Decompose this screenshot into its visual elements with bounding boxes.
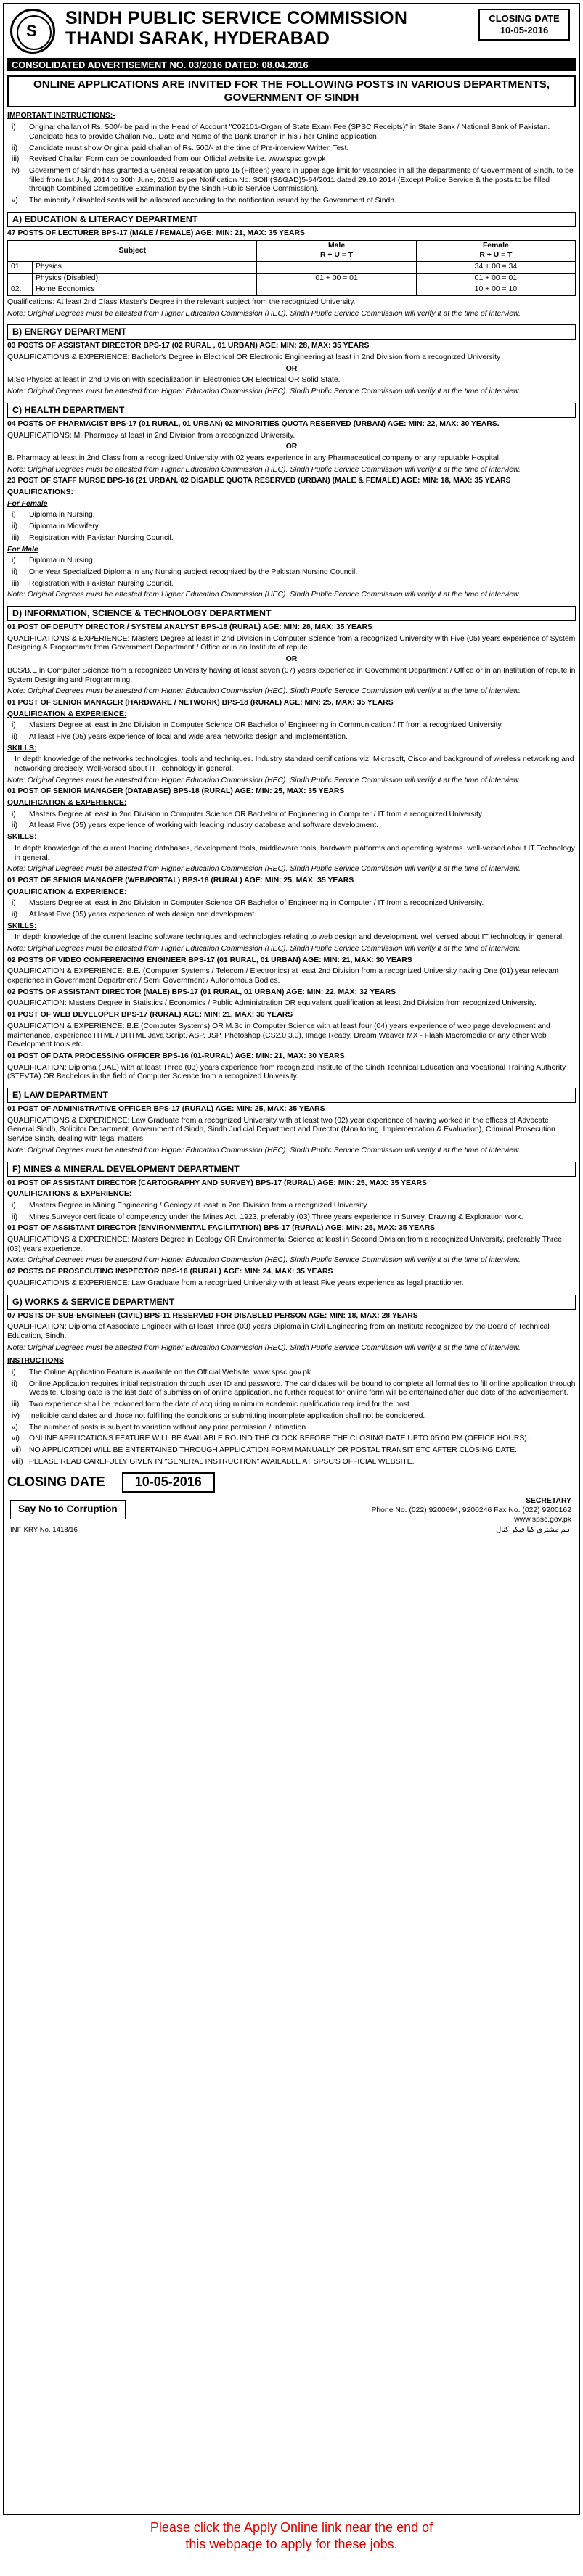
works-note: Note: Original Degrees must be attested from Higher Education Commission (HEC). Sindh Public Service Commission will verify it at the time of interview. xyxy=(7,1343,521,1352)
list-number: ii) xyxy=(12,567,18,576)
th-male-label: Male xyxy=(328,242,346,250)
cell-subject: Home Economics xyxy=(33,284,257,296)
energy-qualification: QUALIFICATIONS & EXPERIENCE: Bachelor's Degree in Electrical OR Electronic Engineering at least in 2nd Division from a recognized University xyxy=(7,353,501,362)
list-item xyxy=(7,522,576,532)
list-text: Diploma in Midwifery. xyxy=(29,522,100,531)
org-name-line1: SINDH PUBLIC SERVICE COMMISSION xyxy=(65,8,408,28)
cell-subject: Physics xyxy=(33,261,257,273)
spsc-logo-icon xyxy=(10,9,55,54)
cell-male xyxy=(257,284,416,296)
instruction-item xyxy=(7,144,576,154)
administrative-officer-qualification: QUALIFICATIONS & EXPERIENCE: Law Graduate from a recognized University with at least two (02) year experience of having worked in the offices of Advocate General Sindh, Solicitor Department, Government of Sindh, Sindh Judicial Department and Director (Monitoring, Implementation & Evaluation), Criminal Prosecution Service Sindh, dealing with legal matters. xyxy=(7,1116,555,1144)
list-number: iv) xyxy=(12,1411,20,1420)
video-qualification: QUALIFICATION & EXPERIENCE: B.E. (Computer Systems / Telecom / Electronics) at least 2nd Division from a recognized University having One (01) year relevant experience in Government Department / Semi Government / Autonomous Bodies. xyxy=(7,967,559,985)
org-name-line2: THANDI SARAK, HYDERABAD xyxy=(65,28,330,49)
list-item xyxy=(7,733,576,742)
table-row xyxy=(8,284,576,296)
database-skills: In depth knowledge of the current leading databases, development tools, middleware tools, hardware platforms and operating systems. well-versed about IT Technology in general. xyxy=(15,844,575,862)
sub-engineer-qualification: QUALIFICATION: Diploma of Associate Engineer with at least Three (03) years Diploma in Civil Engineering from an Institute recognized by the Board of Technical Education, Sindh. xyxy=(7,1323,550,1341)
closing-date-box xyxy=(478,9,570,41)
nurse-male-list xyxy=(7,557,576,588)
list-text: Masters Degree in Mining Engineering / Geology at least in 2nd Division from a recognized University. xyxy=(29,1202,369,1210)
post-deputy-director: 01 POST OF DEPUTY DIRECTOR / SYSTEM ANALYST BPS-18 (RURAL) AGE: MIN: 28, MAX: 35 YEARS xyxy=(7,623,372,632)
cartography-qe-label: QUALIFICATIONS & EXPERIENCE: xyxy=(7,1190,132,1199)
instruction-item xyxy=(7,123,576,141)
list-text: At least Five (05) years experience of working with leading industry database and software development. xyxy=(29,821,379,830)
list-item xyxy=(7,811,576,820)
list-item xyxy=(7,568,576,578)
post-administrative-officer: 01 POST OF ADMINISTRATIVE OFFICER BPS-17 (RURAL) AGE: MIN: 25, MAX: 35 YEARS xyxy=(7,1105,325,1114)
list-number: i) xyxy=(12,721,16,730)
cell-number: 02. xyxy=(8,284,33,296)
lecturer-note: Note: Original Degrees must be attested from Higher Education Commission (HEC). Sindh Public Service Commission will verify it at the time of interview. xyxy=(7,309,521,318)
instructions2-list xyxy=(7,1369,576,1467)
hardware-skills: In depth knowledge of the networks technologies, tools and techniques. Industry standard certifications viz, Microsoft, Cisco and background of wireless networking and networking precisely. Well-versed about IT Technology in general. xyxy=(15,755,574,774)
hardware-list xyxy=(7,721,576,742)
logo-letter: S xyxy=(26,22,37,40)
list-number: i) xyxy=(12,1202,16,1210)
list-item xyxy=(7,911,576,920)
website: www.spsc.gov.pk xyxy=(514,1515,571,1524)
post-assistant-director-cartography: 01 POST OF ASSISTANT DIRECTOR (CARTOGRAPHY AND SURVEY) BPS-17 (RURAL) AGE: MIN: 25, MAX: 35 YEARS xyxy=(7,1178,427,1187)
header xyxy=(7,4,576,58)
hardware-qe-label: QUALIFICATION & EXPERIENCE: xyxy=(7,710,127,718)
data-processing-qualification: QUALIFICATION: Diploma (DAE) with at least Three (03) years experience from recognized Institute of the Sindh Technical Education and Vocational Training Authority (STEVTA) OR Bachelors in the field of Computer Science from a recognized University. xyxy=(7,1063,566,1081)
web-skills-label: SKILLS: xyxy=(7,922,37,930)
instruction-item xyxy=(7,167,576,194)
deputy-director-qualification: QUALIFICATIONS & EXPERIENCE: Masters Degree at least in 2nd Division in Computer Science from a recognized University with Five (05) years experience of System Designing & Programmer from Government Department / Office or in an Institute of repute. xyxy=(7,634,576,652)
list-text: Two experience shall be reckoned form the date of acquiring minimum academic qualification required for the post. xyxy=(29,1400,412,1409)
cartography-list xyxy=(7,1202,576,1222)
instructions2-heading: INSTRUCTIONS xyxy=(7,1357,64,1366)
list-item xyxy=(7,721,576,731)
post-staff-nurse: 23 POST OF STAFF NURSE BPS-16 (21 URBAN, 02 DISABLE QUOTA RESERVED (URBAN) (MALE & FEMALE) AGE: MIN: 18, MAX: 35 YEARS xyxy=(7,477,511,485)
apply-online-note xyxy=(0,2519,583,2554)
list-text: Government of Sindh has granted a General relaxation upto 15 (Fifteen) years in upper age limit for vacancies in all the departments of Government of Sindh, to be filled from 1st July, 2014 to 30th June, 2016 as per Notification No. SOII (S&GAD)5-64/2011 dated 29.10.2014 (Except Police Service & the posts to be filled through Combined Competitive Examination by the Sindh Public Service Commission). xyxy=(29,166,574,194)
instruction-item xyxy=(7,1380,576,1398)
list-text: Original challan of Rs. 500/- be paid in the Head of Account "C02101-Organ of State Exam Fee (SPSC Receipts)" in State Bank / National Bank of Pakistan. Candidate has to provide Challan No., Date and Name of the Bank Branch in his / her Online application. xyxy=(29,123,550,141)
post-assistant-director-environment: 01 POST OF ASSISTANT DIRECTOR (ENVIRONMENTAL FACILITATION) BPS-17 (RURAL) AGE: MIN: 25, MAX: 35 YEARS xyxy=(7,1224,436,1233)
post-senior-manager-hardware: 01 POST OF SENIOR MANAGER (HARDWARE / NETWORK) BPS-18 (RURAL) AGE: MIN: 25, MAX: 35 YEARS xyxy=(7,698,394,707)
list-number: ii) xyxy=(12,522,18,531)
cell-number xyxy=(8,273,33,284)
list-number: ii) xyxy=(12,1379,18,1388)
closing-date-label-bottom: CLOSING DATE xyxy=(7,1474,105,1490)
post-sub-engineer: 07 POSTS OF SUB-ENGINEER (CIVIL) BPS-11 RESERVED FOR DISABLED PERSON AGE: MIN: 18, MAX: 28 YEARS xyxy=(7,1311,418,1320)
list-number: i) xyxy=(12,899,16,908)
deputy-director-or: OR xyxy=(285,655,298,664)
secretary-block xyxy=(371,1497,571,1525)
lecturer-qualification: Qualifications: At least 2nd Class Master's Degree in the relevant subject from the recognized University. xyxy=(7,298,356,306)
list-text: NO APPLICATION WILL BE ENTERTAINED THROUGH APPLICATION FORM MANUALLY OR POSTAL TRANSIT ETC AFTER CLOSING DATE. xyxy=(29,1445,518,1454)
list-text: Diploma in Nursing. xyxy=(29,557,95,565)
list-text: The minority / disabled seats will be allocated according to the notification issued by the Government of Sindh. xyxy=(29,196,396,205)
list-item xyxy=(7,580,576,589)
list-number: i) xyxy=(12,810,16,819)
list-number: ii) xyxy=(12,910,18,919)
pharmacist-or: OR xyxy=(285,443,298,451)
section-law: E) LAW DEPARTMENT xyxy=(7,1088,576,1103)
closing-date-label: CLOSING DATE xyxy=(489,13,560,24)
pharmacist-bpharm: B. Pharmacy at least in 2nd Class from a recognized University with 02 years experience in any Pharmaceutical company or any reputable Hospital. xyxy=(7,454,501,463)
cell-female: 01 + 00 = 01 xyxy=(416,273,575,284)
list-text: PLEASE READ CAREFULLY GIVEN IN "GENERAL INSTRUCTION" AVAILABLE AT SPSC'S OFFICIAL WEBSITE. xyxy=(29,1457,415,1466)
list-text: At least Five (05) years experience of local and wide area networks design and implementation. xyxy=(29,732,348,741)
list-text: Online Application requires initial registration through user ID and password. The candidates will be bound to complete all formalities to fill online application through Website. Closing date is the last date of submission of online application, no further request for online form will be entertained after due date of the advertisement. xyxy=(29,1379,576,1398)
th-female-label: Female xyxy=(482,242,509,250)
list-item xyxy=(7,821,576,831)
list-text: ONLINE APPLICATIONS FEATURE WILL BE AVAILABLE ROUND THE CLOCK BEFORE THE CLOSING DATE UPTO 05:00 PM (OFFICE HOURS). xyxy=(29,1435,529,1443)
pharmacist-note: Note: Original Degrees must be attested from Higher Education Commission (HEC). Sindh Public Service Commission will verify it at the time of interview. xyxy=(7,465,521,474)
section-health: C) HEALTH DEPARTMENT xyxy=(7,403,576,418)
instruction-item xyxy=(7,1400,576,1410)
urdu-text: ہم مشتری کیا فیکر کنال xyxy=(495,1526,570,1535)
environment-qualification: QUALIFICATIONS & EXPERIENCE: Masters Degree in Ecology OR Environmental Science at least in Second Division from a recognized University, preferably Three (03) years experience. xyxy=(7,1236,563,1253)
list-text: Masters Degree at least in 2nd Division in Computer Science OR Bachelor of Engineering in Computer / IT from a recognized University. xyxy=(29,899,484,908)
cell-female: 10 + 00 = 10 xyxy=(416,284,575,296)
post-pharmacist: 04 POSTS OF PHARMACIST BPS-17 (01 RURAL, 01 URBAN) 02 MINORITIES QUOTA RESERVED (URBAN) AGE: MIN: 22, MAX: 30 YEARS. xyxy=(7,419,500,428)
post-lecturer: 47 POSTS OF LECTURER BPS-17 (MALE / FEMALE) AGE: MIN: 21, MAX: 35 YEARS xyxy=(7,229,305,237)
prosecuting-inspector-qualification: QUALIFICATIONS & EXPERIENCE: Law Graduate from a recognized University with at least Five years experience as legal practitioner. xyxy=(7,1279,464,1287)
nurse-qualifications-label: QUALIFICATIONS: xyxy=(7,488,74,497)
table-row xyxy=(8,261,576,273)
list-number: i) xyxy=(12,511,16,520)
nurse-female-list xyxy=(7,511,576,543)
post-senior-manager-web: 01 POST OF SENIOR MANAGER (WEB/PORTAL) BPS-18 (RURAL) AGE: MIN: 25, MAX: 35 YEARS xyxy=(7,876,354,885)
cell-number: 01. xyxy=(8,261,33,273)
online-heading: ONLINE APPLICATIONS ARE INVITED FOR THE FOLLOWING POSTS IN VARIOUS DEPARTMENTS, GOVERNMENT OF SINDH xyxy=(7,75,576,107)
list-number: i) xyxy=(12,123,16,132)
th-female xyxy=(416,241,575,261)
web-skills: In depth knowledge of the current leading software techniques and technologies relating to web design and development. well versed about IT technology in general. xyxy=(15,933,565,942)
instruction-item xyxy=(7,1424,576,1433)
th-subject: Subject xyxy=(8,241,257,261)
list-item xyxy=(7,534,576,543)
section-works: G) WORKS & SERVICE DEPARTMENT xyxy=(7,1295,576,1310)
th-male-formula: R + U = T xyxy=(320,251,354,260)
inf-number: INF-KRY No. 1418/16 xyxy=(10,1526,78,1535)
web-developer-qualification: QUALIFICATION & EXPERIENCE: B.E (Computer Systems) OR M.Sc in Computer Science with at least four (04) years experience of web page development and maintenance, experience HTML / DHTML Java Script, ASP, JSP, Photoshop (CS2.0 3.0), Image Ready, Dream Weaver MX - Flash Macromedia or any other Web Development tools etc. xyxy=(7,1022,550,1049)
deputy-director-note: Note: Original Degrees must be attested from Higher Education Commission (HEC). Sindh Public Service Commission will verify it at the time of interview. xyxy=(7,687,521,696)
footer xyxy=(7,1497,576,1538)
apply-note-line2: this webpage to apply for these jobs. xyxy=(185,2537,398,2552)
table-row xyxy=(8,273,576,284)
list-number: vii) xyxy=(12,1445,22,1454)
list-text: The Online Application Feature is available on the Official Website: www.spsc.gov.pk xyxy=(29,1369,311,1377)
list-text: Mines Surveyor certificate of competency under the Mines Act, 1923, preferably (03) Three years experience in Survey, Drawing & Exploration work. xyxy=(29,1213,523,1221)
database-note: Note: Original Degrees must be attested from Higher Education Commission (HEC). Sindh Public Service Commission will verify it at the time of interview. xyxy=(7,865,521,874)
cell-subject: Physics (Disabled) xyxy=(33,273,257,284)
list-number: viii) xyxy=(12,1457,23,1466)
database-list xyxy=(7,811,576,831)
database-skills-label: SKILLS: xyxy=(7,833,37,842)
lecturer-table xyxy=(7,240,576,295)
post-data-processing-officer: 01 POST OF DATA PROCESSING OFFICER BPS-16 (01-RURAL) AGE: MIN: 21, MAX: 30 YEARS xyxy=(7,1051,345,1060)
database-qe-label: QUALIFICATION & EXPERIENCE: xyxy=(7,799,127,808)
energy-note: Note: Original Degrees must be attested from Higher Education Commission (HEC). Sindh Public Service Commission will verify it at the time of interview. xyxy=(7,387,521,396)
phone-fax: Phone No. (022) 9200694, 9200246 Fax No. (022) 9200162 xyxy=(371,1506,571,1514)
list-number: ii) xyxy=(12,144,18,152)
section-education: A) EDUCATION & LITERACY DEPARTMENT xyxy=(7,212,576,227)
post-assistant-director-energy: 03 POSTS OF ASSISTANT DIRECTOR BPS-17 (02 RURAL , 01 URBAN) AGE: MIN: 28, MAX: 35 YEARS xyxy=(7,342,370,350)
list-number: iii) xyxy=(12,533,20,542)
list-text: At least Five (05) years experience of web design and development. xyxy=(29,910,257,919)
list-number: ii) xyxy=(12,821,18,830)
nurse-female-label: For Female xyxy=(7,499,48,508)
secretary-title: SECRETARY xyxy=(526,1497,571,1506)
list-text: Registration with Pakistan Nursing Council. xyxy=(29,579,174,588)
list-text: Revised Challan Form can be downloaded from our Official website i.e. www.spsc.gov.pk xyxy=(29,155,326,164)
assistant-director-ist-qualification: QUALIFICATION: Masters Degree in Statistics / Economics / Public Administration OR equivalent qualification at least 2nd Division from recognized University. xyxy=(7,999,537,1008)
list-number: v) xyxy=(12,196,18,205)
post-prosecuting-inspector: 02 POSTS OF PROSECUTING INSPECTOR BPS-16 (RURAL) AGE: MIN: 24, MAX: 35 YEARS xyxy=(7,1268,333,1276)
deputy-director-bcs: BCS/B.E in Computer Science from a recognized University having at least seven (07) years experience in Government Department / Office or in an Institution of repute in System Designing and Programming. xyxy=(7,666,576,684)
list-item xyxy=(7,511,576,520)
law-note: Note: Original Degrees must be attested from Higher Education Commission (HEC). Sindh Public Service Commission will verify it at the time of interview. xyxy=(7,1146,521,1154)
post-senior-manager-database: 01 POST OF SENIOR MANAGER (DATABASE) BPS-18 (RURAL) AGE: MIN: 25, MAX: 35 YEARS xyxy=(7,787,345,796)
list-number: i) xyxy=(12,557,16,565)
cell-male xyxy=(257,261,416,273)
post-video-conferencing: 02 POSTS OF VIDEO CONFERENCING ENGINEER BPS-17 (01 RURAL, 01 URBAN) AGE: MIN: 21, MAX: 30 YEARS xyxy=(7,956,412,964)
list-text: Masters Degree at least in 2nd Division in Computer Science OR Bachelor of Engineering in Communication / IT from a recognized University. xyxy=(29,721,503,730)
closing-date-line xyxy=(7,1472,576,1493)
list-number: iv) xyxy=(12,166,20,175)
instruction-item xyxy=(7,155,576,165)
instruction-item xyxy=(7,197,576,206)
list-text: Candidate must show Original paid challan of Rs. 500/- at the time of Pre-interview Written Test. xyxy=(29,144,349,152)
section-energy: B) ENERGY DEPARTMENT xyxy=(7,324,576,340)
list-text: Diploma in Nursing. xyxy=(29,511,95,520)
instruction-item xyxy=(7,1458,576,1467)
list-number: i) xyxy=(12,1369,16,1377)
list-item xyxy=(7,1202,576,1211)
list-number: iii) xyxy=(12,579,20,588)
closing-date-value-bottom: 10-05-2016 xyxy=(122,1472,215,1493)
list-number: ii) xyxy=(12,732,18,741)
nurse-male-label: For Male xyxy=(7,545,38,554)
th-female-formula: R + U = T xyxy=(479,251,513,260)
hardware-note: Note: Original Degrees must be attested from Higher Education Commission (HEC). Sindh Public Service Commission will verify it at the time of interview. xyxy=(7,776,521,784)
cell-female: 34 + 00 = 34 xyxy=(416,261,575,273)
list-item xyxy=(7,1213,576,1223)
hardware-skills-label: SKILLS: xyxy=(7,744,37,752)
say-no-corruption-badge: Say No to Corruption xyxy=(10,1500,126,1519)
instruction-item xyxy=(7,1369,576,1378)
web-note: Note: Original Degrees must be attested from Higher Education Commission (HEC). Sindh Public Service Commission will verify it at the time of interview. xyxy=(7,945,521,953)
instruction-item xyxy=(7,1412,576,1422)
closing-date-value: 10-05-2016 xyxy=(500,24,549,36)
advert-number-bar: CONSOLIDATED ADVERTISEMENT NO. 03/2016 DATED: 08.04.2016 xyxy=(7,58,576,71)
th-male xyxy=(257,241,416,261)
mines-note: Note: Original Degrees must be attested from Higher Education Commission (HEC). Sindh Public Service Commission will verify it at the time of interview. xyxy=(7,1256,521,1265)
list-number: iii) xyxy=(12,155,20,164)
list-number: iii) xyxy=(12,1400,20,1409)
list-text: Registration with Pakistan Nursing Council. xyxy=(29,533,174,542)
cell-male: 01 + 00 = 01 xyxy=(257,273,416,284)
instruction-item xyxy=(7,1435,576,1444)
instructions-heading: IMPORTANT INSTRUCTIONS:- xyxy=(7,112,115,120)
list-text: Ineligible candidates and those not fulfilling the conditions or submitting incomplete application shall not be considered. xyxy=(29,1411,425,1420)
list-item xyxy=(7,899,576,908)
list-text: The number of posts is subject to variation without any prior permission / Intimation. xyxy=(29,1423,309,1432)
energy-or: OR xyxy=(285,364,298,373)
list-item xyxy=(7,557,576,566)
instruction-item xyxy=(7,1446,576,1456)
list-text: Masters Degree at least in 2nd Division in Computer Science OR Bachelor of Engineering in Computer / IT from a recognized University. xyxy=(29,810,484,819)
nurse-note: Note: Original Degrees must be attested from Higher Education Commission (HEC). Sindh Public Service Commission will verify it at the time of interview. xyxy=(7,591,521,599)
apply-note-line1: Please click the Apply Online link near the end of xyxy=(150,2520,433,2535)
post-assistant-director-ist: 02 POSTS OF ASSISTANT DIRECTOR (MALE) BPS-17 (01 RURAL, 01 URBAN) AGE: MIN: 22, MAX: 32 YEARS xyxy=(7,988,396,996)
list-number: ii) xyxy=(12,1213,18,1221)
web-list xyxy=(7,899,576,919)
section-ist: D) INFORMATION, SCIENCE & TECHNOLOGY DEPARTMENT xyxy=(7,606,576,621)
post-web-developer: 01 POST OF WEB DEVELOPER BPS-17 (RURAL) AGE: MIN: 21, MAX: 30 YEARS xyxy=(7,1011,293,1020)
instructions-list xyxy=(7,123,576,206)
list-number: v) xyxy=(12,1423,18,1432)
section-mines: F) MINES & MINERAL DEVELOPMENT DEPARTMENT xyxy=(7,1162,576,1177)
energy-msc: M.Sc Physics at least in 2nd Division with specialization in Electronics OR Electrical OR Solid State. xyxy=(7,376,341,385)
web-qe-label: QUALIFICATION & EXPERIENCE: xyxy=(7,887,127,896)
advertisement xyxy=(3,3,580,2515)
pharmacist-qualification: QUALIFICATIONS: M. Pharmacy at least in 2nd Division from a recognized University. xyxy=(7,431,295,440)
list-number: vi) xyxy=(12,1435,20,1443)
list-text: One Year Specialized Diploma in any Nursing subject recognized by the Pakistan Nursing Council. xyxy=(29,567,358,576)
